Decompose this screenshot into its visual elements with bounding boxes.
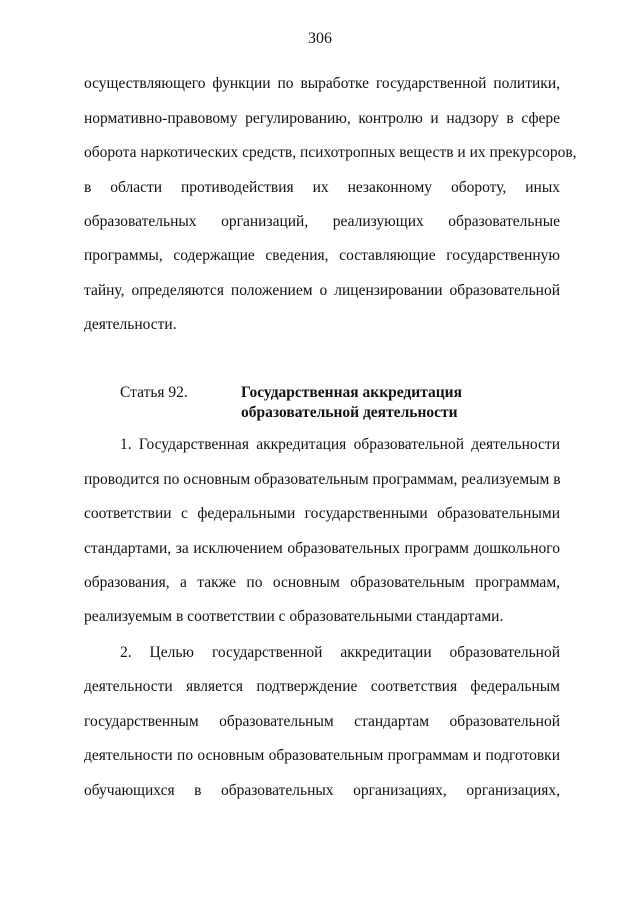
text-line: проводится по основным образовательным программам, реализуемым в (84, 471, 561, 488)
text-line: оборота наркотических средств, психотропных веществ и их прекурсоров, (84, 144, 577, 161)
text-line: программы, содержащие сведения, составляющие государственную (84, 247, 560, 264)
article-title-line: Государственная аккредитация (241, 384, 463, 401)
text-line: обучающихся в образовательных организациях, организациях, (84, 782, 560, 799)
article-title (241, 383, 462, 423)
text-line: деятельности является подтверждение соответствия федеральным (84, 678, 560, 695)
text-line: соответствии с федеральными государственными образовательными (84, 505, 560, 522)
article-label: Статья 92. (120, 384, 188, 401)
text-line: деятельности по основным образовательным программам и подготовки (84, 747, 560, 764)
text-line: стандартами, за исключением образовательных программ дошкольного (84, 540, 560, 557)
text-line: в области противодействия их незаконному обороту, иных (84, 179, 560, 196)
text-line: реализуемым в соответствии с образовательными стандартами. (84, 608, 504, 625)
text-line: нормативно-правовому регулированию, контролю и надзору в сфере (84, 110, 560, 127)
text-line: образования, а также по основным образовательным программам, (84, 574, 560, 591)
page-number: 306 (308, 30, 332, 47)
article-title-line: образовательной деятельности (241, 404, 458, 421)
text-line: деятельности. (84, 316, 177, 333)
text-line: тайну, определяются положением о лицензировании образовательной (84, 282, 560, 299)
text-line: 1. Государственная аккредитация образовательной деятельности (120, 436, 560, 453)
text-line: осуществляющего функции по выработке государственной политики, (84, 75, 560, 92)
text-line: образовательных организаций, реализующих образовательные (84, 213, 560, 230)
text-line: 2. Целью государственной аккредитации образовательной (120, 644, 560, 661)
text-line: государственным образовательным стандартам образовательной (84, 713, 560, 730)
